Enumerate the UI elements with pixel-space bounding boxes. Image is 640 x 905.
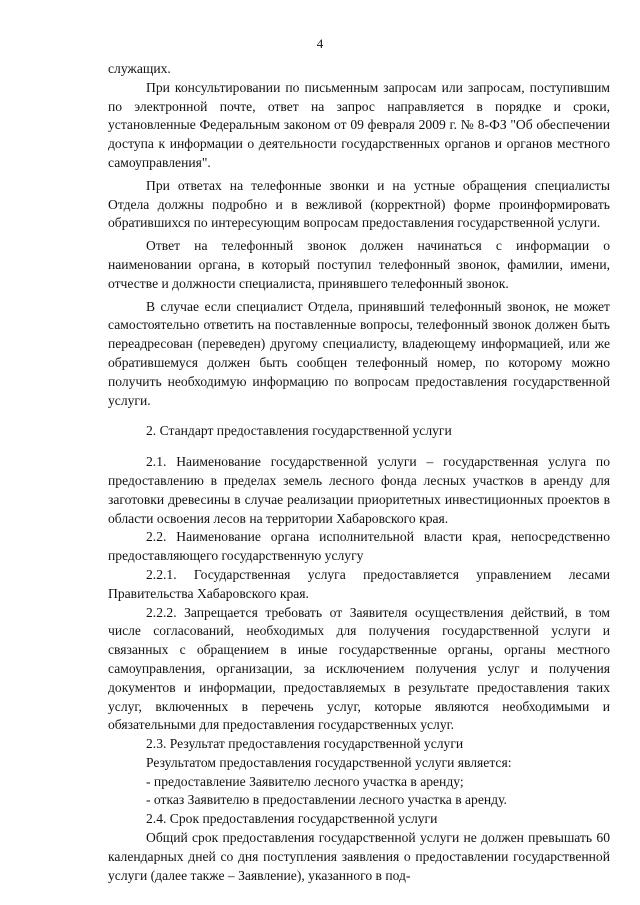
paragraph: 2.4. Срок предоставления государственной услуги bbox=[146, 811, 438, 827]
paragraph: служащих. bbox=[108, 61, 171, 76]
paragraph: - предоставление Заявителю лесного участка в аренду; bbox=[146, 773, 464, 789]
document-body bbox=[108, 60, 610, 885]
paragraph: Ответ на телефонный звонок должен начинаться с информации о наименовании органа, в который поступил телефонный звонок, фамилии, имени, отчестве и должности специалиста, принявшего телефонный звонок. bbox=[108, 238, 610, 291]
paragraph: Общий срок предоставления государственной услуги не должен превышать 60 календарных дней со дня поступления заявления о предоставлении государственной услуги (далее также – Заявление), указанного в под- bbox=[108, 830, 610, 883]
page-number: 4 bbox=[316, 36, 324, 51]
paragraph: 2.1. Наименование государственной услуги – государственная услуга по предоставлению в пределах земель лесного фонда лесных участков в аренду для заготовки древесины в случае реализации приоритетных инвестиционных проектов в области освоения лесов на территории Хабаровского края. bbox=[108, 454, 610, 526]
paragraph: Результатом предоставления государственной услуги является: bbox=[146, 754, 512, 770]
paragraph: 2.3. Результат предоставления государственной услуги bbox=[146, 736, 464, 752]
paragraph: - отказ Заявителю в предоставлении лесного участка в аренду. bbox=[146, 792, 507, 808]
paragraph: При ответах на телефонные звонки и на устные обращения специалисты Отдела должны подробно и в вежливой (корректной) форме проинформировать обратившихся по интересующим вопросам предоставления государственной услуги. bbox=[108, 177, 610, 231]
paragraph: При консультировании по письменным запросам или запросам, поступившим по электронной почте, ответ на запрос направляется в порядке и сроки, установленные Федеральным законом от 09 февраля 2009 г. № 8-ФЗ "Об обеспечении доступа к информации о деятельности государственных органов и органов местного самоуправления". bbox=[108, 79, 610, 170]
paragraph: 2.2.2. Запрещается требовать от Заявителя осуществления действий, в том числе согласований, необходимых для получения государственной услуги и связанных с обращением в иные государственные органы, органы местного самоуправления, организации, за исключением получения услуг и получения документов и информации, предоставляемых в результате предоставления таких услуг, включенных в перечень услуг, которые являются необходимыми и обязательными для предоставления государственных услуг. bbox=[108, 604, 610, 733]
paragraph: 2. Стандарт предоставления государственной услуги bbox=[146, 423, 452, 439]
paragraph: 2.2.1. Государственная услуга предоставляется управлением лесами Правительства Хабаровского края. bbox=[108, 566, 610, 601]
paragraph: В случае если специалист Отдела, принявший телефонный звонок, не может самостоятельно ответить на поставленные вопросы, телефонный звонок должен быть переадресован (переведен) другому специалисту, владеющему информацией, или же обратившемуся должен быть сообщен телефонный номер, по которому можно получить необходимую информацию по вопросам предоставления государственной услуги. bbox=[108, 298, 610, 408]
paragraph: 2.2. Наименование органа исполнительной власти края, непосредственно предоставляющего государственную услугу bbox=[108, 529, 610, 564]
